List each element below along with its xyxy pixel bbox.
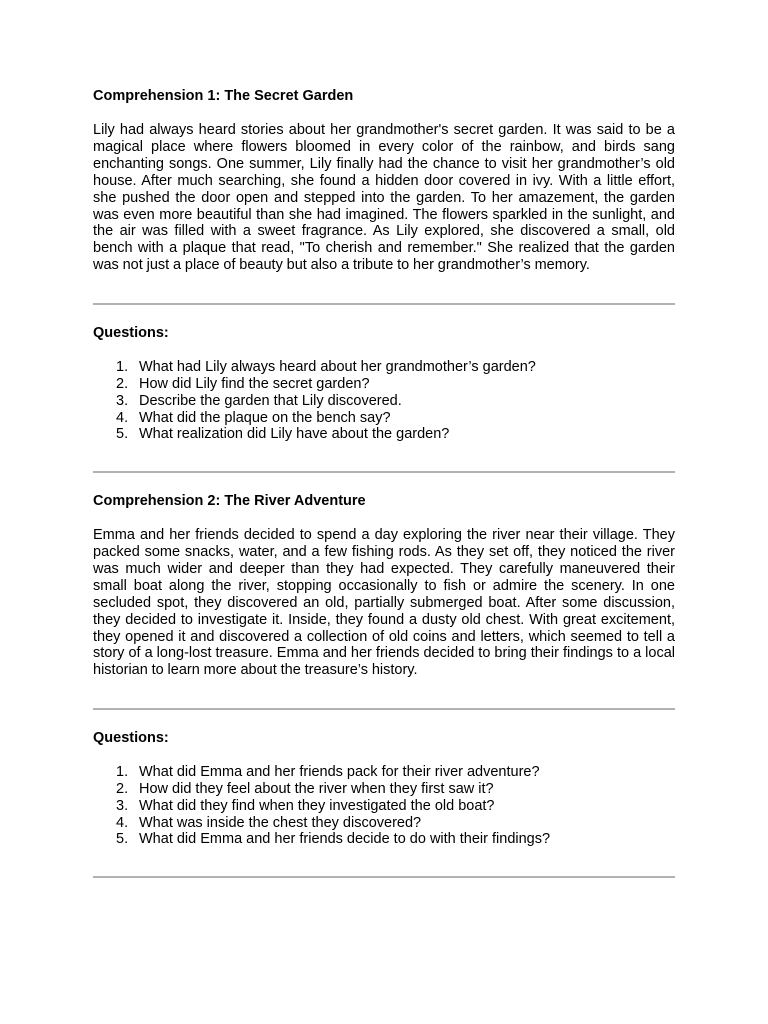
section-divider — [93, 303, 675, 305]
question-text: What did Emma and her friends decide to do with their findings? — [139, 831, 551, 848]
comprehension-1-questions-heading: Questions: — [93, 325, 169, 342]
question-number: 4. — [116, 409, 129, 426]
question-item — [93, 831, 675, 848]
question-text: What had Lily always heard about her grandmother’s garden? — [139, 359, 536, 376]
question-item — [93, 815, 675, 832]
question-text: What did they find when they investigated the old boat? — [139, 797, 495, 814]
question-text: What realization did Lily have about the garden? — [139, 426, 450, 443]
question-number: 5. — [116, 831, 129, 848]
question-item — [93, 410, 675, 427]
section-divider — [93, 876, 675, 878]
comprehension-1-passage: Lily had always heard stories about her grandmother's secret garden. It was said to be a magical place where flowers bloomed in every color of the rainbow, and birds sang enchanting songs. One summer, Lily finally had the chance to visit her grandmother’s old house. After much searching, she found a hidden door covered in ivy. With a little effort, she pushed the door open and stepped into the garden. To her amazement, the garden was even more beautiful than she had imagined. The flowers sparkled in the sunlight, and the air was filled with a sweet fragrance. As Lily explored, she discovered a small, old bench with a plaque that read, "To cherish and remember." She realized that the garden was not just a place of beauty but also a tribute to her grandmother’s memory. — [93, 122, 675, 274]
comprehension-2-passage: Emma and her friends decided to spend a day exploring the river near their village. They packed some snacks, water, and a few fishing rods. As they set off, they noticed the river was much wider and deeper than they had expected. They carefully maneuvered their small boat along the river, stopping occasionally to fish or admire the scenery. In one secluded spot, they discovered an old, partially submerged boat. After some discussion, they decided to investigate it. Inside, they found a dusty old chest. With great excitement, they opened it and discovered a collection of old coins and letters, which seemed to tell a story of a long-lost treasure. Emma and her friends decided to bring their findings to a local historian to learn more about the treasure’s history. — [93, 527, 675, 679]
question-item — [93, 376, 675, 393]
question-text: How did Lily find the secret garden? — [139, 375, 370, 392]
question-number: 2. — [116, 375, 129, 392]
question-text: How did they feel about the river when they first saw it? — [139, 781, 494, 798]
comprehension-2-title: Comprehension 2: The River Adventure — [93, 493, 366, 510]
question-text: What was inside the chest they discovered? — [139, 814, 422, 831]
section-divider — [93, 471, 675, 473]
question-text: What did the plaque on the bench say? — [139, 409, 391, 426]
question-number: 5. — [116, 426, 129, 443]
question-number: 1. — [116, 764, 129, 781]
question-number: 4. — [116, 814, 129, 831]
section-divider — [93, 708, 675, 710]
question-item — [93, 393, 675, 410]
question-item — [93, 764, 675, 781]
question-item — [93, 426, 675, 443]
comprehension-2-question-list — [93, 764, 675, 848]
question-text: What did Emma and her friends pack for their river adventure? — [139, 764, 540, 781]
comprehension-2-questions-heading: Questions: — [93, 730, 169, 747]
document-page — [93, 86, 675, 878]
comprehension-1-title: Comprehension 1: The Secret Garden — [93, 88, 354, 104]
comprehension-1-question-list — [93, 359, 675, 443]
question-number: 3. — [116, 797, 129, 814]
question-number: 2. — [116, 781, 129, 798]
question-number: 3. — [116, 392, 129, 409]
question-number: 1. — [116, 359, 129, 376]
question-item — [93, 798, 675, 815]
question-item — [93, 359, 675, 376]
question-text: Describe the garden that Lily discovered. — [139, 392, 402, 409]
question-item — [93, 781, 675, 798]
